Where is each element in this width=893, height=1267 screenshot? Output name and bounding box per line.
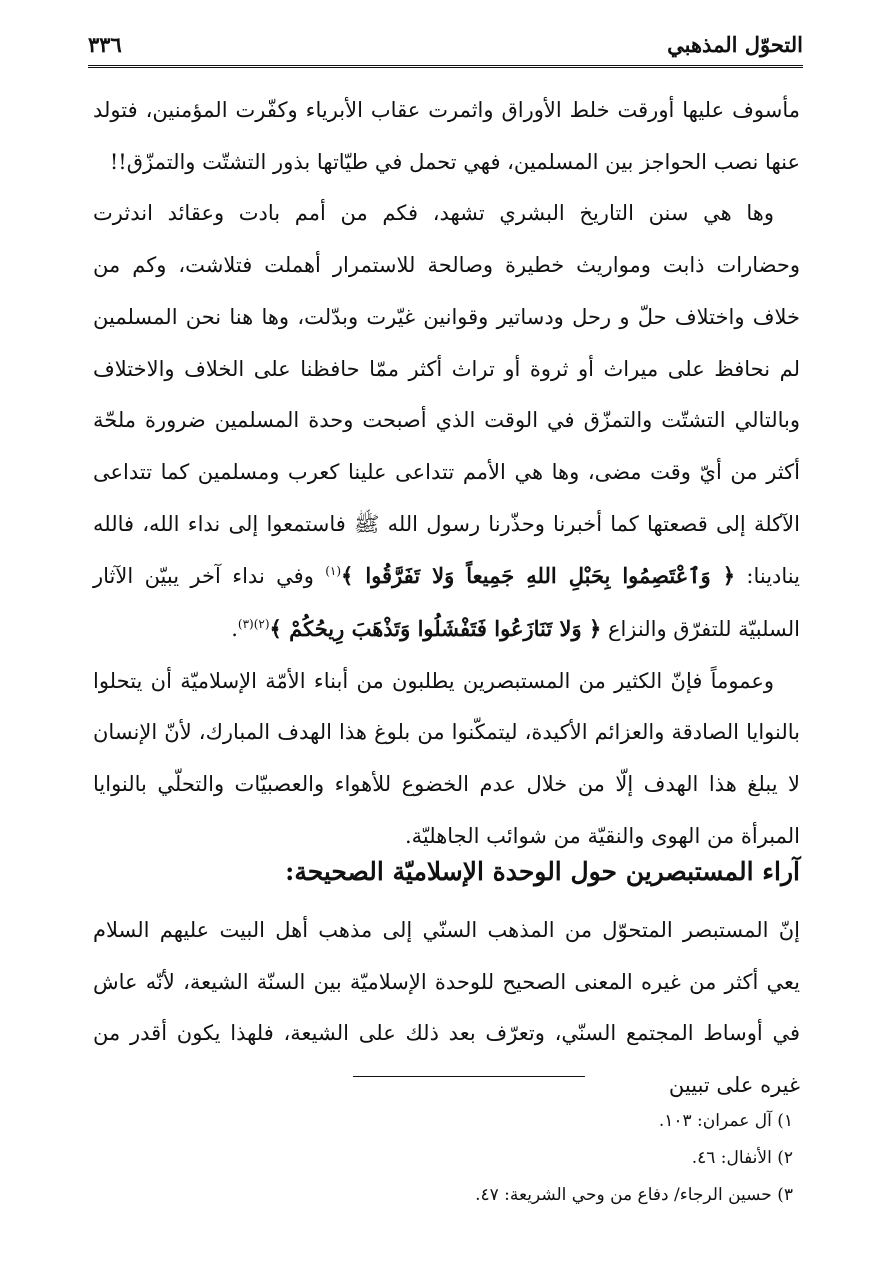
main-text: [93, 85, 800, 863]
page-header: [88, 30, 803, 68]
running-title: التحوّل المذهبي: [667, 32, 803, 57]
section-heading: آراء المستبصرين حول الوحدة الإسلاميّة الصحيحة:: [285, 857, 800, 886]
header-divider: [88, 65, 803, 68]
paragraph-1: مأسوف عليها أورقت خلط الأوراق واثمرت عقاب الأبرياء وكفّرت المؤمنين، فتولد عنها نصب الحواجز بين المسلمين، فهي تحمل في طيّاتها بذور التشتّت والتمزّق!!: [93, 98, 800, 174]
footnote-divider: [353, 1076, 585, 1077]
footnote-3: ٣) حسين الرجاء/ دفاع من وحي الشريعة: ٤٧.: [475, 1185, 793, 1205]
paragraph-3: وعموماً فإنّ الكثير من المستبصرين يطلبون من أبناء الأمّة الإسلاميّة أن يتحلوا بالنوايا الصادقة والعزائم الأكيدة، ليتمكّنوا من بلوغ هذا الهدف المبارك، لأنّ الإنسان لا يبلغ هذا الهدف إلّا من خلال عدم الخضوع للأهواء والعصبيّات والتحلّي بالنوايا المبرأة من الهوى والنقيّة من شوائب الجاهليّة.: [93, 668, 800, 848]
page-number: ٣٣٦: [88, 32, 122, 57]
quran-verse-1: ﴿ وَٱعْتَصِمُوا بِحَبْلِ اللهِ جَمِيعاً وَلا تَفَرَّقُوا ﴾: [341, 563, 736, 589]
footnote-ref-2: (٢): [253, 617, 270, 632]
paragraph-2-text: وها هي سنن التاريخ البشري تشهد، فكم من أمم بادت وعقائد اندثرت وحضارات ذابت ومواريث خطيرة وصالحة للاستمرار أهملت فتلاشت، وكم من خلاف واختلاف حلّ و رحل ودساتير وقوانين غيّرت وبدّلت، وها هنا نحن المسلمين لم نحافظ على ميراث أو ثروة أو تراث أكثر ممّا حافظنا على الخلاف والاختلاف وبالتالي التشتّت والتمزّق في الوقت الذي أصبحت وحدة المسلمين ضرورة ملحّة أكثر من أيّ وقت مضى، وها هي الأمم تتداعى علينا كعرب ومسلمين كما تتداعى الآكلة إلى قصعتها كما أخبرنا وحذّرنا رسول الله ﷺ فاستمعوا إلى نداء الله، فالله ينادينا:: [93, 201, 800, 589]
paragraph-2-continuation: وفي نداء آخر يبيّن الآثار السلبيّة للتفرّق والنزاع: [93, 564, 800, 642]
footnotes: [93, 1103, 793, 1214]
footnote-2: ٢) الأنفال: ٤٦.: [691, 1148, 793, 1168]
section-text: [93, 905, 800, 1112]
footnote-ref-1: (١): [325, 564, 342, 579]
footnote-1: ١) آل عمران: ١٠٣.: [658, 1111, 793, 1131]
quran-verse-2: ﴿ وَلا تَنَازَعُوا فَتَفْشَلُوا وَتَذْهَبَ رِيحُكُمْ ﴾: [269, 616, 602, 642]
footnote-ref-3: (٣): [237, 617, 254, 632]
paragraph-2: وها هي سنن التاريخ البشري تشهد، فكم من أمم بادت وعقائد اندثرت وحضارات ذابت ومواريث خطيرة وصالحة للاستمرار أهملت فتلاشت، وكم من خلاف واختلاف حلّ و رحل ودساتير وقوانين غيّرت وبدّلت، وها هنا نحن المسلمين لم نحافظ على ميراث أو ثروة أو تراث أكثر ممّا حافظنا على الخلاف والاختلاف وبالتالي التشتّت والتمزّق في الوقت الذي أصبحت وحدة المسلمين ضرورة ملحّة أكثر من أيّ وقت مضى، وها هي الأمم تتداعى علينا كعرب ومسلمين كما تتداعى الآكلة إلى قصعتها كما أخبرنا وحذّرنا رسول الله ﷺ فاستمعوا إلى نداء الله، فالله ينادينا: ﴿ وَٱعْتَصِمُوا بِحَبْلِ اللهِ جَمِيعاً وَلا تَفَرَّقُوا ﴾$^{(١)}$ وفي نداء آخر يبيّن الآثار السلبيّة للتفرّق والنزاع ﴿ وَلا تَنَازَعُوا فَتَفْشَلُوا وَتَذْهَبَ رِيحُكُمْ ﴾$^{(٢)(٣)}$.: [93, 201, 800, 642]
section-paragraph: إنّ المستبصر المتحوّل من المذهب السنّي إلى مذهب أهل البيت عليهم السلام يعي أكثر من غيره المعنى الصحيح للوحدة الإسلاميّة بين السنّة الشيعة، لأنّه عاش في أوساط المجتمع السنّي، وتعرّف بعد ذلك على الشيعة، فلهذا يكون أقدر من غيره على تبيين: [93, 918, 800, 1098]
